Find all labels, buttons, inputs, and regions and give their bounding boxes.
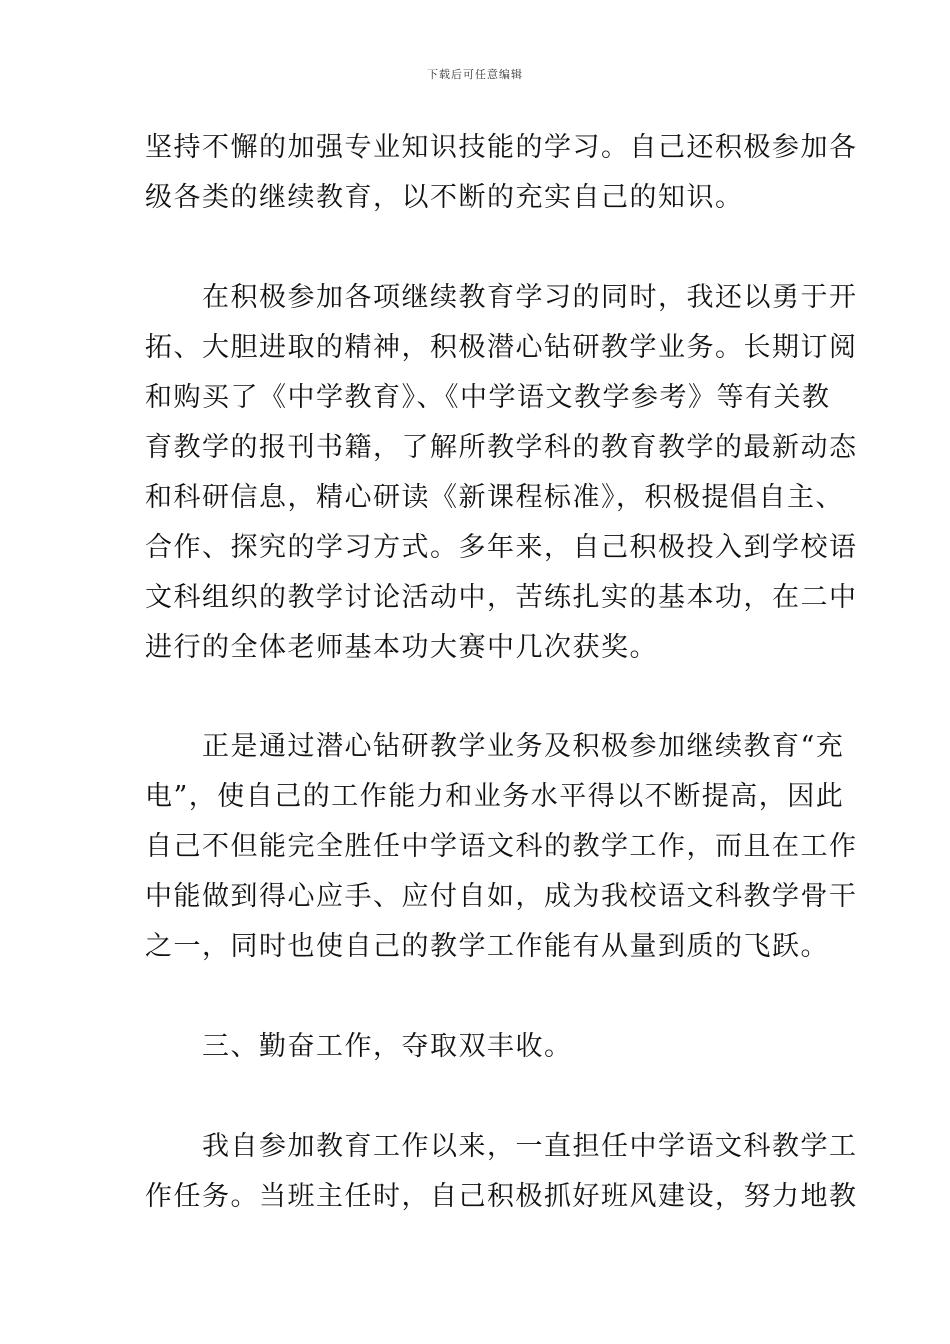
section-heading: 三、勤奋工作，夺取双丰收。 [145, 1031, 573, 1062]
text-line: 级各类的继续教育，以不断的充实自己的知识。 [145, 182, 744, 213]
text-line: 文科组织的教学讨论活动中，苦练扎实的基本功，在二中 [145, 582, 858, 613]
text-line: 育教学的报刊书籍，了解所教学科的教育教学的最新动态 [145, 432, 858, 463]
text-line: 合作、探究的学习方式。多年来，自己积极投入到学校语 [145, 532, 858, 563]
text-line: 和科研信息，精心研读《新课程标准》，积极提倡自主、 [145, 482, 844, 513]
text-line: 作任务。当班主任时，自己积极抓好班风建设，努力地教 [145, 1181, 858, 1212]
text-line: 中能做到得心应手、应付自如，成为我校语文科教学骨干 [145, 881, 858, 912]
text-line: 在积极参加各项继续教育学习的同时，我还以勇于开 [145, 282, 858, 313]
text-line: 我自参加教育工作以来，一直担任中学语文科教学工 [145, 1131, 858, 1162]
text-line: 拓、大胆进取的精神，积极潜心钻研教学业务。长期订阅 [145, 332, 858, 363]
text-line: 坚持不懈的加强专业知识技能的学习。自己还积极参加各 [145, 132, 858, 163]
page-header: 下载后可任意编辑 [427, 68, 523, 81]
text-line: 进行的全体老师基本功大赛中几次获奖。 [145, 632, 658, 663]
text-line: 之一，同时也使自己的教学工作能有从量到质的飞跃。 [145, 931, 829, 962]
text-line: 自己不但能完全胜任中学语文科的教学工作，而且在工作 [145, 831, 858, 862]
text-line: 和购买了《中学教育》、《中学语文教学参考》等有关教 [145, 382, 831, 413]
text-line: 正是通过潜心钻研教学业务及积极参加继续教育“充 [145, 731, 845, 762]
text-line: 电”，使自己的工作能力和业务水平得以不断提高，因此 [145, 781, 845, 812]
